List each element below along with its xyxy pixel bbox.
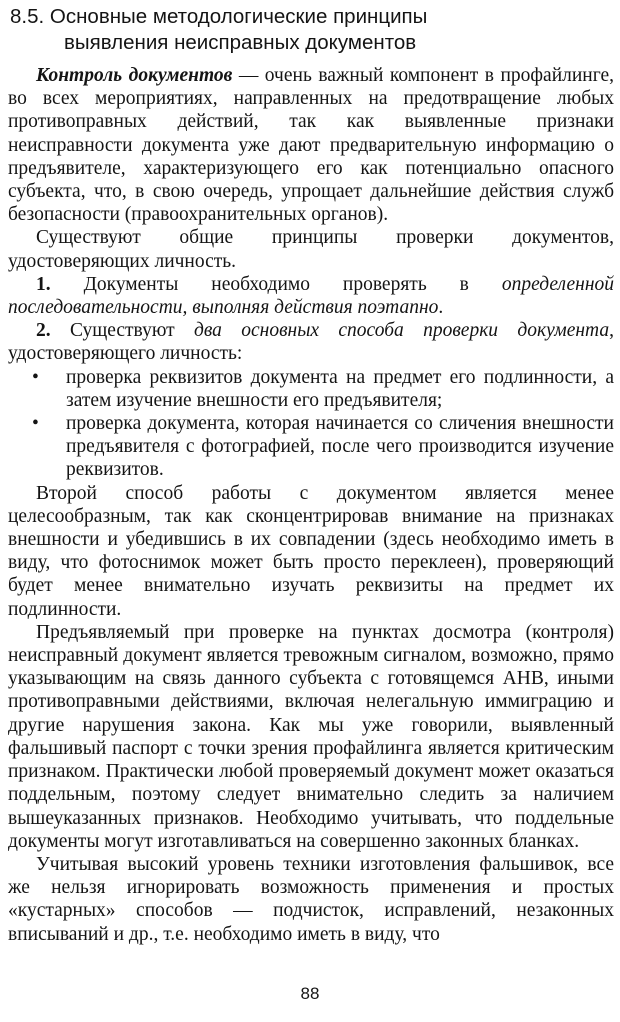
item-number-1: 1. [36,273,51,295]
bullet-icon: • [32,413,39,435]
paragraph-4-end: , удостоверяющего личность: [8,320,614,365]
paragraph-4-italic: два основных способа проверки документа [193,320,610,342]
section-number: 8.5. [10,5,45,28]
paragraph-1 [8,64,614,226]
body-text [8,64,614,946]
section-heading [10,4,614,56]
heading-line-1 [10,4,614,30]
paragraph-5: Второй способ работы с документом является менее целесообразным, так как сконцентрировав внимание на признаках внешности и убедившись в их совпадении (здесь необходимо иметь в виду, что фотоснимок может быть просто переклеен), проверяющий будет менее внимательно изучать реквизиты на предмет их подлинности. [8,482,614,620]
page-number: 88 [300,984,320,1003]
paragraph-7: Учитывая высокий уровень техники изготовления фальшивок, все же нельзя игнорировать возможность применения и простых «кустарных» способов — подчисток, исправлений, незаконных вписываний и др., т.е. необходимо иметь в виду, что [8,853,614,945]
bullet-icon: • [32,366,39,388]
paragraph-4 [8,319,614,365]
paragraph-3-text: Документы необходимо проверять в [50,273,502,295]
heading-title-part-1: Основные методологические принципы [49,5,428,28]
paragraph-1-text: — очень важный компонент в профайлинге, во всех мероприятиях, направленных на предотвращение любых противоправных действий, так как выявленные признаки неисправности документа уже дают предварительную информацию о предъявителе, характеризующего его как потенциально опасного субъекта, что, в свою очередь, упрощает дальнейшие действия служб безопасности (правоохранительных органов). [8,65,615,226]
paragraph-3-italic: определенной последовательности, выполняя действия поэтапно [8,273,614,319]
list-item-text: проверка документа, которая начинается со сличения внешности предъявителя с фотографией, после чего производится изучение реквизитов. [66,413,614,481]
paragraph-3-end: . [438,297,444,319]
list-item [8,366,614,412]
paragraph-2: Существуют общие принципы проверки документов, удостоверяющих личность. [8,227,614,272]
bullet-list [8,366,614,482]
list-item-text: проверка реквизитов документа на предмет его подлинности, а затем изучение внешности его предъявителя; [66,366,614,411]
paragraph-4-text: Существуют [50,320,194,342]
heading-title-part-2: выявления неисправных документов [64,31,417,54]
list-item [8,412,614,482]
term-document-control: Контроль документов [36,65,233,86]
paragraph-3 [8,273,614,319]
item-number-2: 2. [36,320,51,342]
paragraph-6: Предъявляемый при проверке на пунктах досмотра (контроля) неисправный документ является тревожным сигналом, возможно, прямо указывающим на связь данного субъекта с готовящемся АНВ, иными противоправными действиями, включая нелегальную иммиграцию и другие нарушения закона. Как мы уже говорили, выявленный фальшивый паспорт с точки зрения профайлинга является критическим признаком. Практически любой проверяемый документ может оказаться поддельным, поэтому следует внимательно следить за наличием вышеуказанных признаков. Необходимо учитывать, что поддельные документы могут изготавливаться на совершенно законных бланках. [8,621,614,852]
